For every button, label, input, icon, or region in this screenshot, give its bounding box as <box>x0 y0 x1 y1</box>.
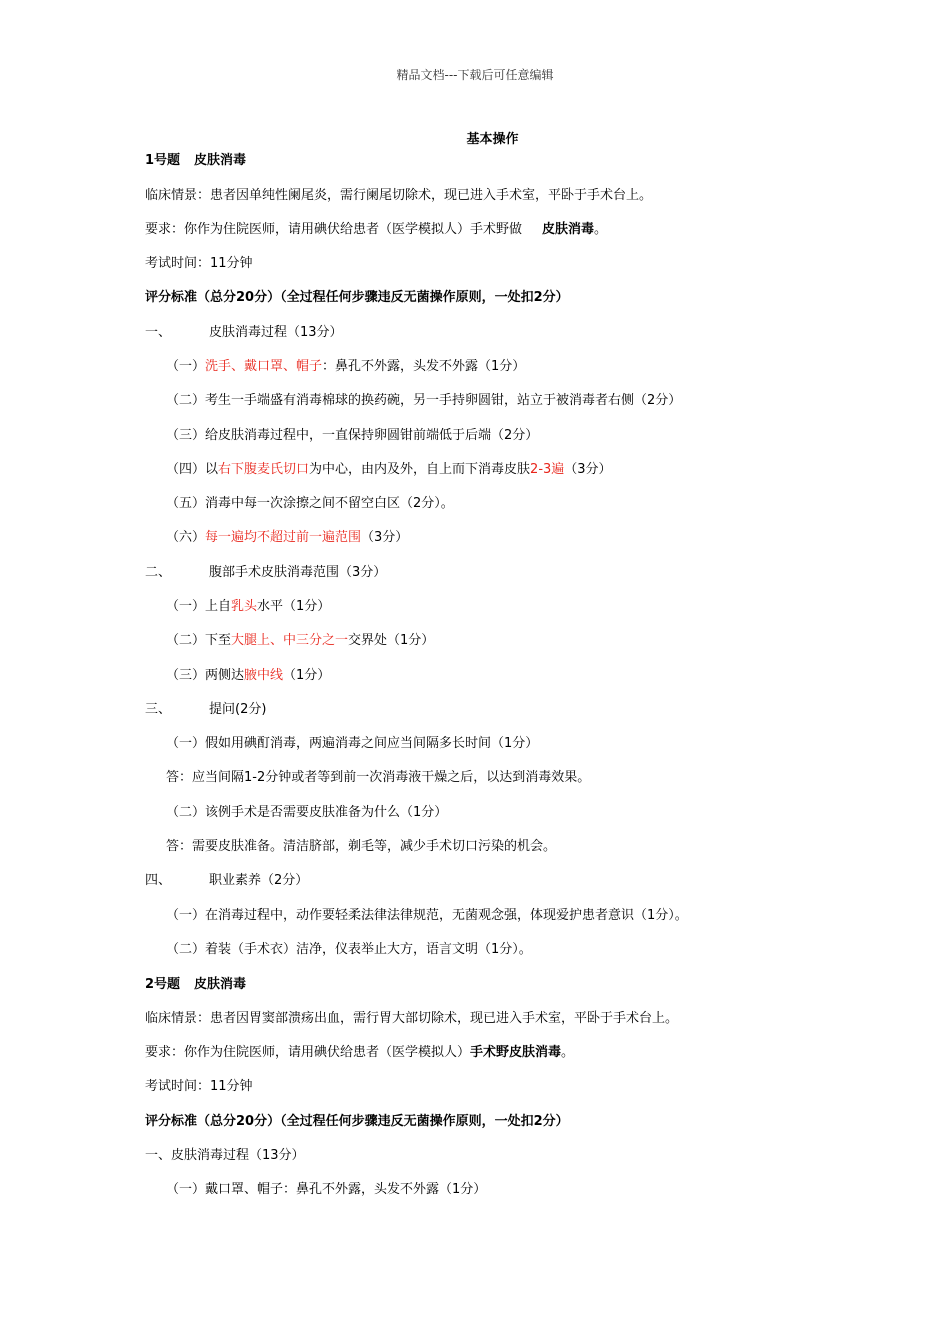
q1-s3-question-2: （二）该例手术是否需要皮肤准备为什么（1分） <box>166 805 448 820</box>
page-title: 基本操作 <box>466 132 519 147</box>
q1-s1-item-1: （一）洗手、戴口罩、帽子：鼻孔不外露，头发不外露（1分） <box>166 359 526 374</box>
q2-heading: 2号题 皮肤消毒 <box>145 977 247 992</box>
q2-requirement: 要求：你作为住院医师，请用碘伏给患者（医学模拟人）手术野皮肤消毒。 <box>145 1045 575 1060</box>
q1-s2-item-2: （二）下至大腿上、中三分之一交界处（1分） <box>166 633 435 648</box>
q1-s3-answer-1: 答：应当间隔1-2分钟或者等到前一次消毒液干燥之后，以达到消毒效果。 <box>166 770 591 785</box>
q1-s1-item-6: （六）每一遍均不超过前一遍范围（3分） <box>166 530 409 545</box>
q1-section-3: 三、 提问(2分) <box>145 702 267 717</box>
q1-section-2: 二、 腹部手术皮肤消毒范围（3分） <box>145 565 387 580</box>
q1-criteria: 评分标准（总分20分）（全过程任何步骤违反无菌操作原则，一处扣2分） <box>145 290 569 305</box>
q1-heading: 1号题 皮肤消毒 <box>145 153 247 168</box>
q1-s4-item-2: （二）着装（手术衣）洁净，仪表举止大方，语言文明（1分）。 <box>166 942 532 957</box>
q1-s3-answer-2: 答：需要皮肤准备。清洁脐部，剃毛等，减少手术切口污染的机会。 <box>166 839 557 854</box>
q2-section-1: 一、皮肤消毒过程（13分） <box>145 1148 305 1163</box>
q1-section-1: 一、 皮肤消毒过程（13分） <box>145 325 343 340</box>
q2-scenario: 临床情景：患者因胃窦部溃疡出血，需行胃大部切除术，现已进入手术室，平卧于手术台上。 <box>145 1011 679 1026</box>
q2-criteria: 评分标准（总分20分）（全过程任何步骤违反无菌操作原则，一处扣2分） <box>145 1114 569 1129</box>
q1-s1-item-5: （五）消毒中每一次涂擦之间不留空白区（2分）。 <box>166 496 454 511</box>
q1-s3-question-1: （一）假如用碘酊消毒，两遍消毒之间应当间隔多长时间（1分） <box>166 736 539 751</box>
q1-section-4: 四、 职业素养（2分） <box>145 873 309 888</box>
q2-exam-time: 考试时间：11分钟 <box>145 1079 253 1094</box>
q1-requirement: 要求：你作为住院医师，请用碘伏给患者（医学模拟人）手术野做 皮肤消毒。 <box>145 222 608 237</box>
q1-s1-item-3: （三）给皮肤消毒过程中，一直保持卵圆钳前端低于后端（2分） <box>166 428 539 443</box>
q1-s1-item-2: （二）考生一手端盛有消毒棉球的换药碗，另一手持卵圆钳，站立于被消毒者右侧（2分） <box>166 393 682 408</box>
page-header: 精品文档---下载后可任意编辑 <box>396 68 554 82</box>
q1-exam-time: 考试时间：11分钟 <box>145 256 253 271</box>
q1-s2-item-3: （三）两侧达腋中线（1分） <box>166 668 331 683</box>
q1-s2-item-1: （一）上自乳头水平（1分） <box>166 599 331 614</box>
q2-s1-item-1: （一）戴口罩、帽子：鼻孔不外露，头发不外露（1分） <box>166 1182 487 1197</box>
q1-scenario: 临床情景：患者因单纯性阑尾炎，需行阑尾切除术，现已进入手术室，平卧于手术台上。 <box>145 188 653 203</box>
q1-s1-item-4: （四）以右下腹麦氏切口为中心，由内及外，自上而下消毒皮肤2-3遍（3分） <box>166 462 612 477</box>
q1-s4-item-1: （一）在消毒过程中，动作要轻柔法律法律规范，无菌观念强，体现爱护患者意识（1分）。 <box>166 908 688 923</box>
